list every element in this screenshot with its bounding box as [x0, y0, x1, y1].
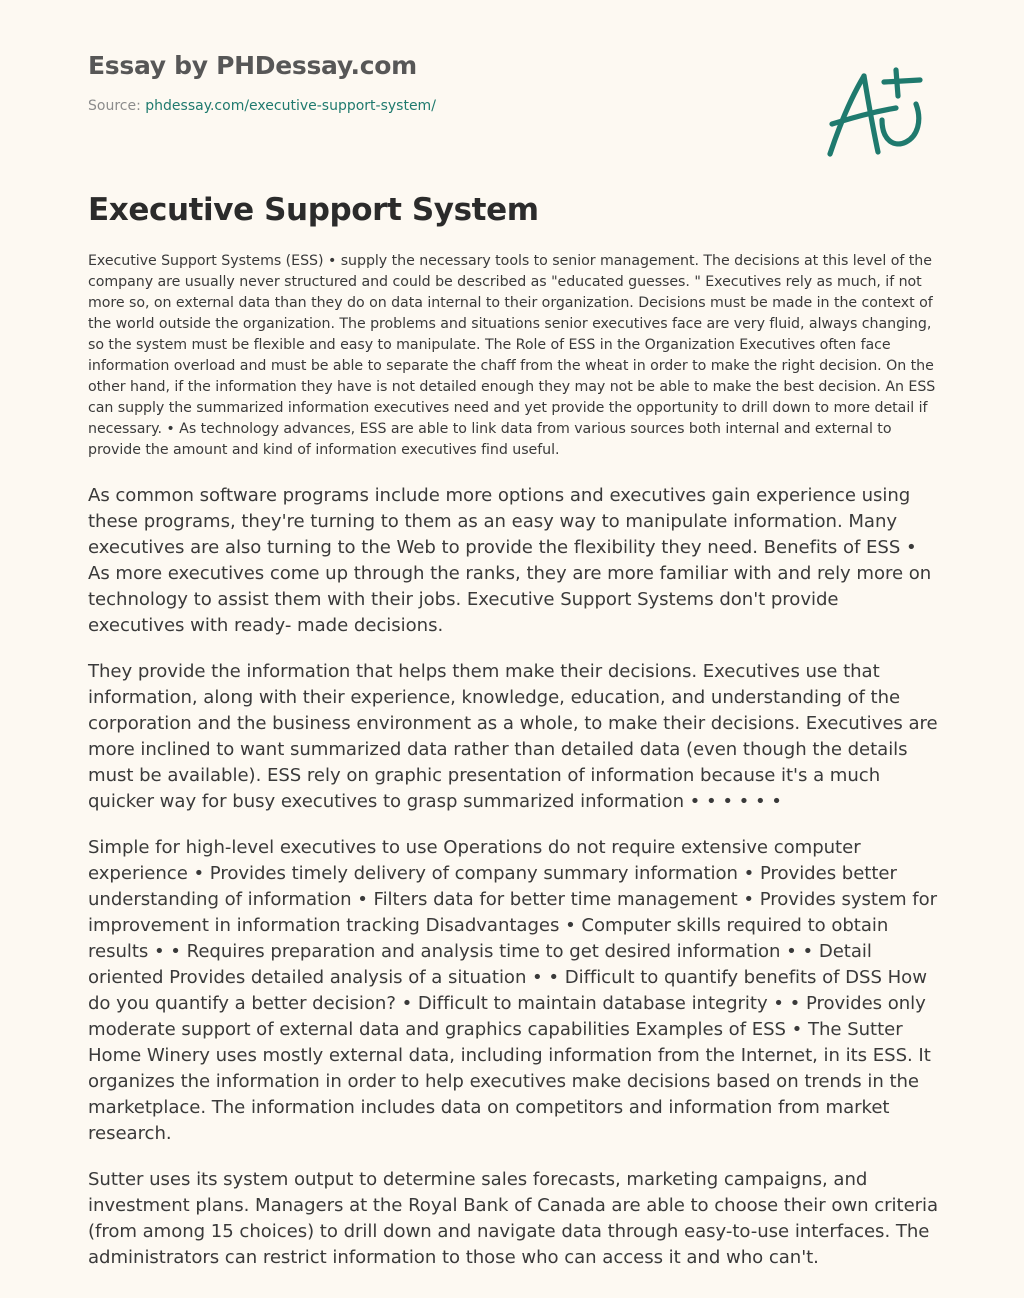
- essay-paragraph: Simple for high-level executives to use Operations do not require extensive computer experience • Provides timely delivery of company summary information • Provides better understanding of information • Filters data for better time management • Provides system for improvement in information tracking Disadvantages • Computer skills required to obtain results • • Requires preparation and analysis time to get desired information • • Detail oriented Provides detailed analysis of a situation • • Difficult to quantify benefits of DSS How do you quantify a better decision? • Difficult to maintain database integrity • • Provides only moderate support of external data and graphics capabilities Examples of ESS • The Sutter Home Winery uses mostly external data, including information from the Internet, in its ESS. It organizes the information in order to help executives make decisions based on trends in the marketplace. The information includes data on competitors and information from market research.: [88, 837, 938, 1144]
- essay-paragraph: Sutter uses its system output to determine sales forecasts, marketing campaigns, and investment plans. Managers at the Royal Bank of Canada are able to choose their own criteria (from among 15 choices) to drill down and navigate data through easy-to-use interfaces. The administrators can restrict information to those who can access it and who can't.: [88, 1169, 939, 1268]
- essay-body: [88, 251, 940, 1291]
- essay-title: Executive Support System: [88, 192, 539, 228]
- brand-title: Essay by PHDessay.com: [88, 51, 417, 80]
- header: [88, 48, 788, 116]
- source-label: Source:: [88, 98, 146, 114]
- source-link[interactable]: phdessay.com/executive-support-system/: [145, 98, 436, 114]
- essay-paragraph: They provide the information that helps them make their decisions. Executives use that information, along with their experience, knowledge, education, and understanding of the corporation and the business environment as a whole, to make their decisions. Executives are more inclined to want summarized data rather than detailed data (even though the details must be available). ESS rely on graphic presentation of information because it's a much quicker way for busy executives to grasp summarized information • • • • • •: [88, 661, 938, 812]
- essay-intro: Executive Support Systems (ESS) • supply the necessary tools to senior management. The decisions at this level of the company are usually never structured and could be described as "educated guesses. " Executives rely as much, if not more so, on external data than they do on data internal to their organization. Decisions must be made in the context of the world outside the organization. The problems and situations senior executives face are very fluid, always changing, so the system must be flexible and easy to manipulate. The Role of ESS in the Organization Executives often face information overload and must be able to separate the chaff from the wheat in order to make the right decision. On the other hand, if the information they have is not detailed enough they may not be able to make the best decision. An ESS can supply the summarized information executives need and yet provide the opportunity to drill down to more detail if necessary. • As technology advances, ESS are able to link data from various sources both internal and external to provide the amount and kind of information executives find useful.: [88, 253, 936, 458]
- a-plus-icon: [818, 62, 930, 162]
- source-line: [88, 96, 788, 116]
- essay-paragraph: As common software programs include more options and executives gain experience using these programs, they're turning to them as an easy way to manipulate information. Many executives are also turning to the Web to provide the flexibility they need. Benefits of ESS • As more executives come up through the ranks, they are more familiar with and rely more on technology to assist them with their jobs. Executive Support Systems don't provide executives with ready- made decisions.: [88, 485, 932, 636]
